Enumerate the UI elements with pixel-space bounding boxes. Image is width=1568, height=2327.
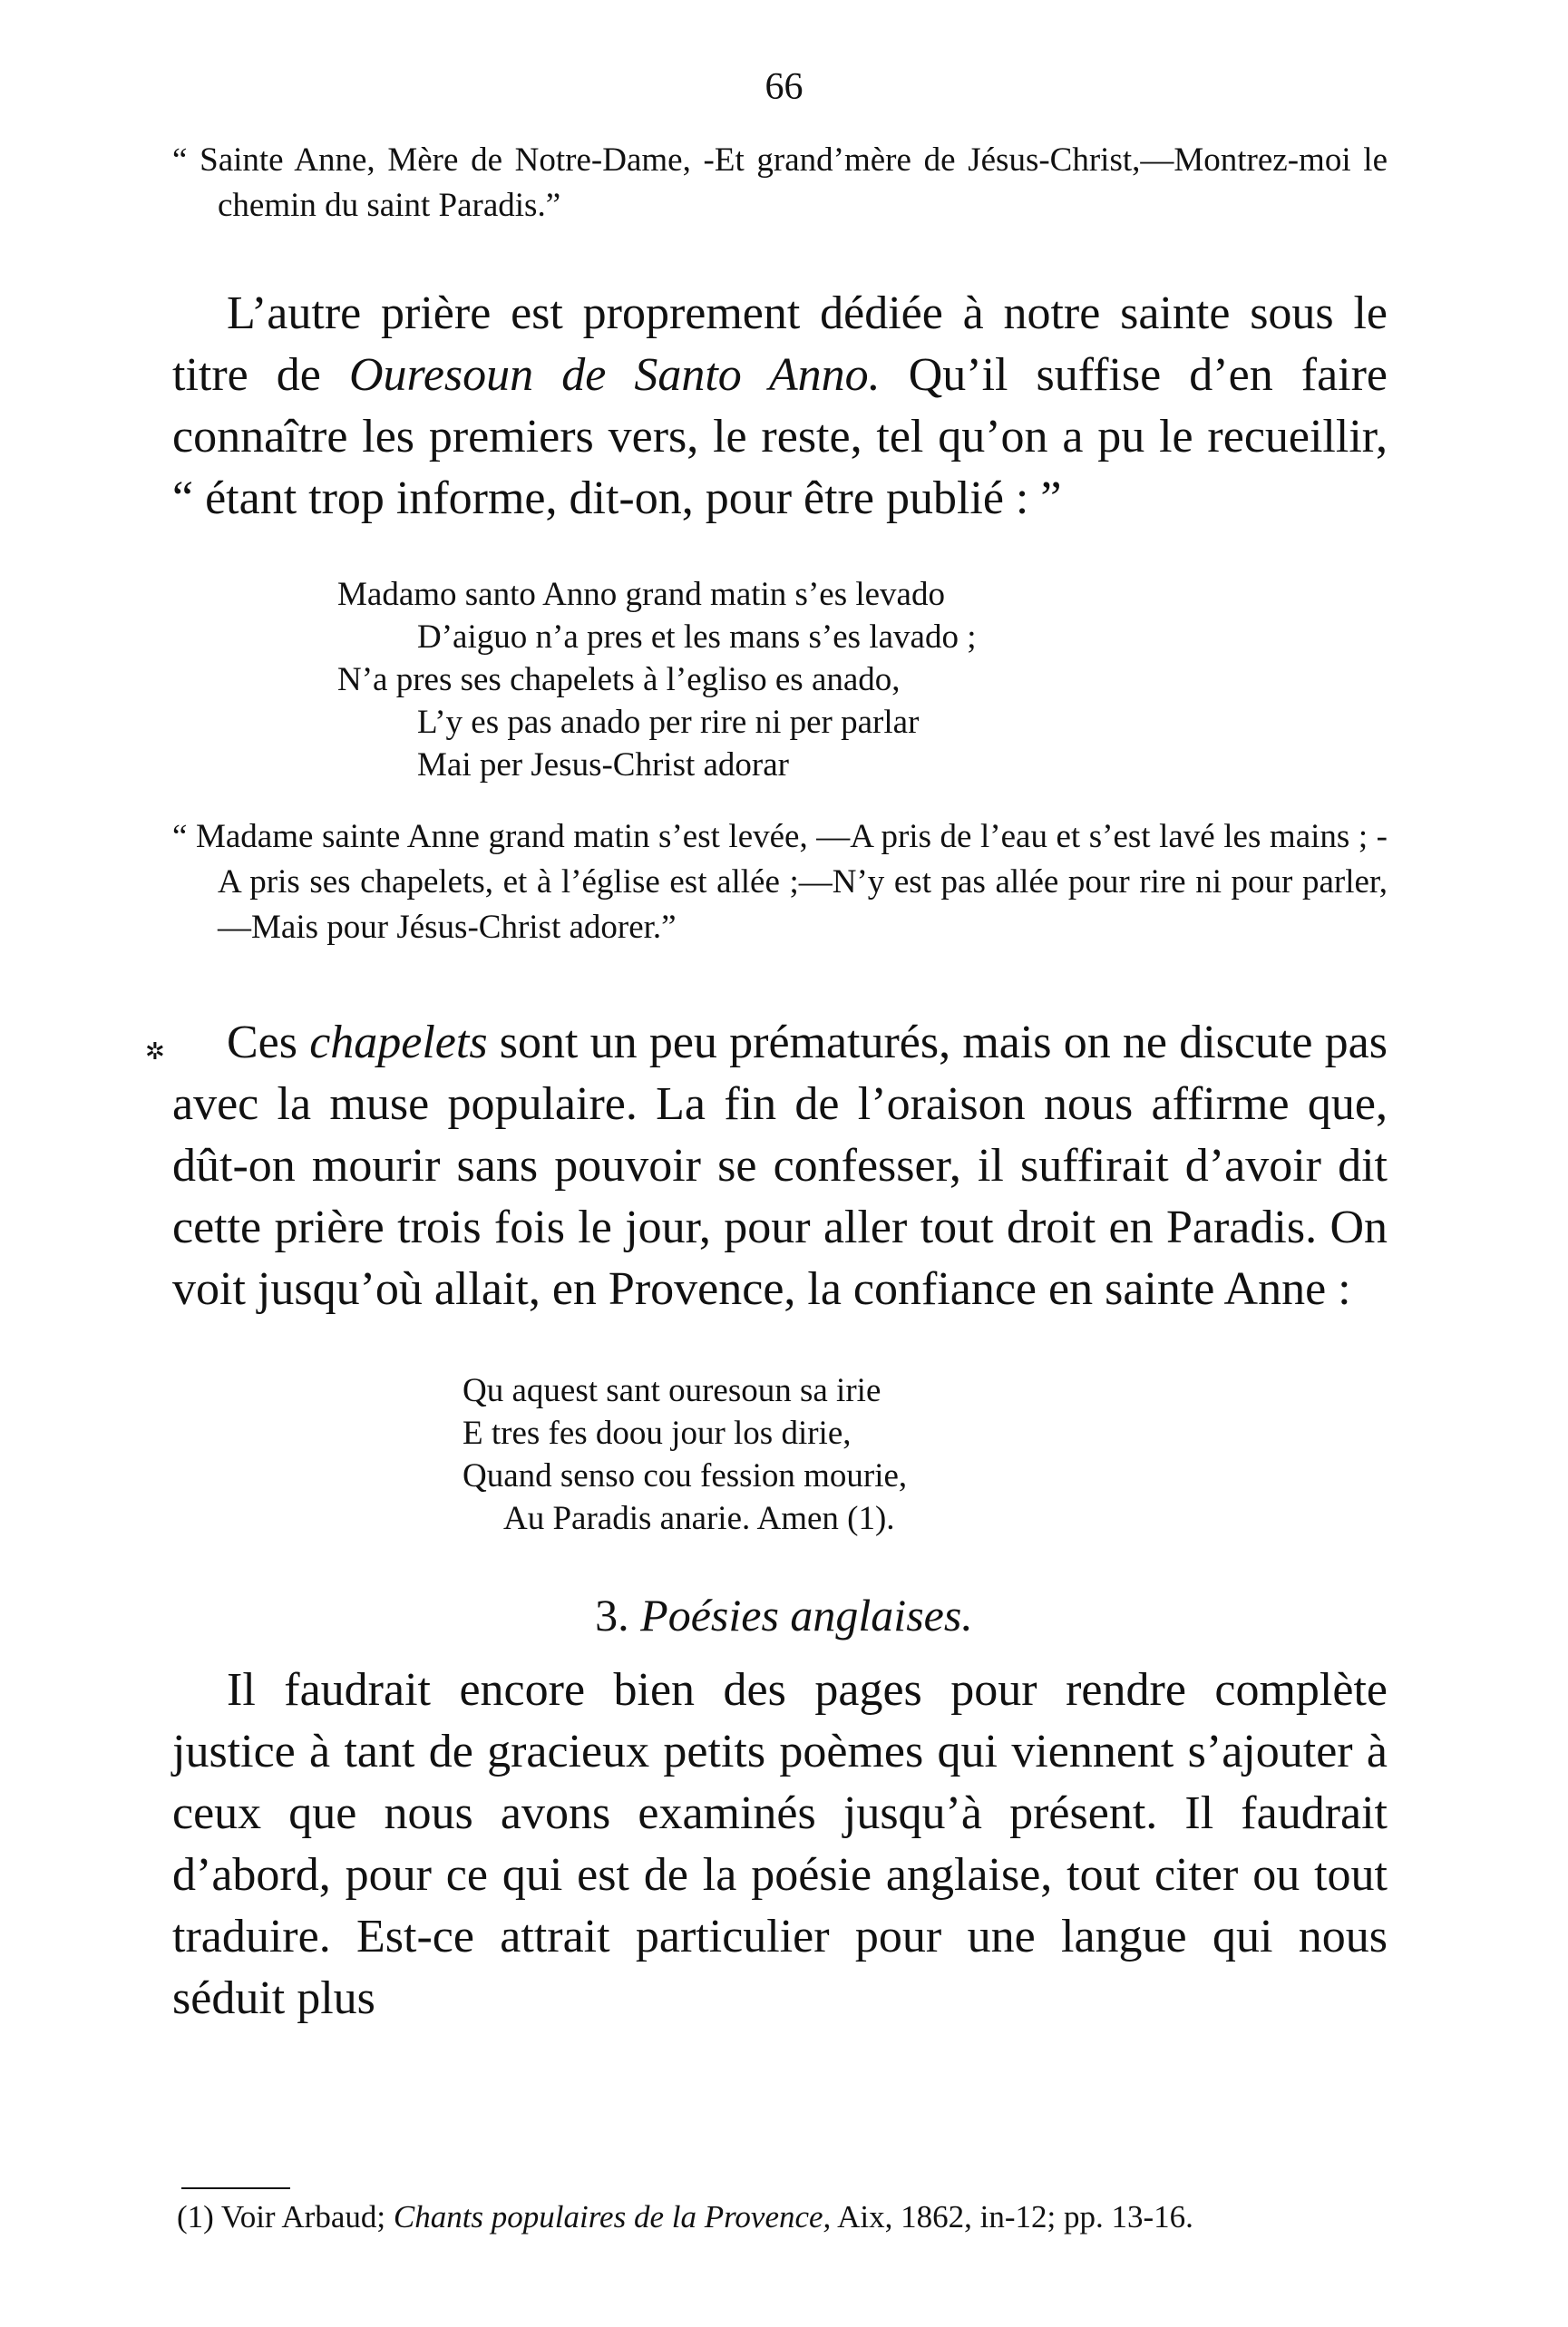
footnote-text-b: Aix, 1862, in-12; pp. 13-16. <box>831 2199 1193 2235</box>
footnote <box>177 2196 1388 2238</box>
paragraph-1-text <box>172 283 1388 530</box>
verse-block-2 <box>463 1369 907 1540</box>
section-number: 3. <box>595 1590 629 1641</box>
verse-1-line-5: Mai per Jesus-Christ adorar <box>417 746 789 784</box>
paragraph-1-text-a: L’autre prière est proprement dédiée à notre sainte sous le titre de <box>172 287 1388 401</box>
paragraph-2-text <box>172 1012 1388 1320</box>
verse-1-line-1: Madamo santo Anno grand matin s’es levado <box>337 576 945 613</box>
paragraph-2 <box>172 1012 1388 1320</box>
quote-translation-2: “ Madame sainte Anne grand matin s’est levée, —A pris de l’eau et s’est lavé les mains ; -A pris ses chapelets, et à l’église est allée ;—N’y est pas allée pour rire ni pour parler,—Mais pour Jésus-Christ adorer.” <box>172 818 1388 946</box>
verse-block-1 <box>337 573 976 786</box>
paragraph-3 <box>172 1660 1388 2030</box>
footnote-italic-title: Chants populaires de la Provence, <box>393 2199 832 2235</box>
verse-2-line-4: Au Paradis anarie. Amen (1). <box>503 1500 895 1537</box>
paragraph-1-italic-title: Ouresoun de Santo Anno. <box>348 349 881 401</box>
section-heading <box>0 1589 1568 1641</box>
paragraph-1 <box>172 283 1388 530</box>
page-number: 66 <box>765 66 803 108</box>
verse-1-line-2: D’aiguo n’a pres et les mans s’es lavado ; <box>417 618 977 656</box>
footnote-rule <box>181 2187 290 2189</box>
margin-mark: ✲ <box>145 1038 165 1065</box>
verse-1-line-3: N’a pres ses chapelets à l’egliso es anado, <box>337 661 901 698</box>
footnote-text-a: (1) Voir Arbaud; <box>177 2199 394 2235</box>
paragraph-2-text-b: sont un peu prématurés, mais on ne discute pas avec la muse populaire. La fin de l’oraison nous affirme que, dût-on mourir sans pouvoir se confesser, il suffirait d’avoir dit cette prière trois fois le jour, pour aller tout droit en Paradis. On voit jusqu’où allait, en Provence, la confiance en sainte Anne : <box>172 1017 1388 1315</box>
verse-2-line-2: E tres fes doou jour los dirie, <box>463 1415 852 1452</box>
verse-2-line-3: Quand senso cou fession mourie, <box>463 1457 908 1495</box>
verse-2-line-1: Qu aquest sant ouresoun sa irie <box>463 1372 881 1409</box>
verse-1-line-4: L’y es pas anado per rire ni per parlar <box>417 704 920 741</box>
paragraph-3-text: Il faudrait encore bien des pages pour rendre complète justice à tant de gracieux petits poèmes qui viennent s’ajouter à ceux que nous avons examinés jusqu’à présent. Il faudrait d’abord, pour ce qui est de la poésie anglaise, tout citer ou tout traduire. Est-ce attrait particulier pour une langue qui nous séduit plus <box>172 1664 1388 2024</box>
paragraph-1-text-b: Qu’il suffise d’en faire connaître les premiers vers, le reste, tel qu’on a pu le recueillir, “ étant trop informe, dit-on, pour être publié : ” <box>172 349 1388 524</box>
paragraph-2-text-a: Ces <box>227 1017 310 1068</box>
section-title: Poésies anglaises. <box>640 1590 973 1641</box>
paragraph-2-italic-word: chapelets <box>309 1017 488 1068</box>
quote-translation-1: “ Sainte Anne, Mère de Notre-Dame, -Et grand’mère de Jésus-Christ,—Montrez-moi le chemin du saint Paradis.” <box>172 141 1388 224</box>
